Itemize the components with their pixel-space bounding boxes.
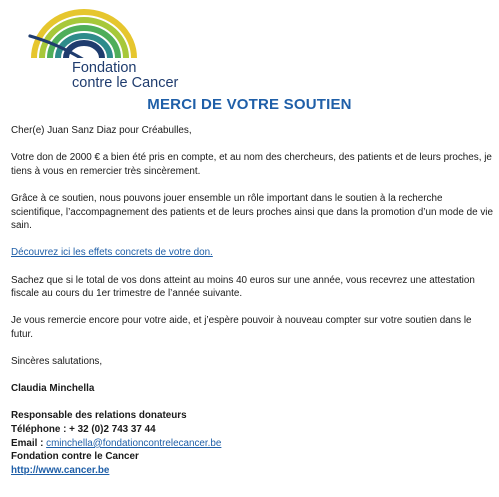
rainbow-arcs-icon — [28, 6, 138, 62]
phone-number: + 32 (0)2 743 37 44 — [69, 424, 156, 436]
discover-impact-link[interactable]: Découvrez ici les effets concrets de votre don. — [11, 247, 213, 259]
email-label: Email : — [11, 437, 47, 449]
signer-name: Claudia Minchella — [11, 383, 95, 395]
signature-block — [11, 409, 493, 477]
logo-wordmark — [72, 61, 178, 91]
paragraph-donation: Votre don de 2000 € a bien été pris en compte, et au nom des chercheurs, des patients et de leurs proches, je tiens à vous en remercier très sincèrement. — [11, 152, 492, 177]
website-link[interactable]: http://www.cancer.be — [11, 464, 110, 476]
organization-name: Fondation contre le Cancer — [11, 451, 139, 463]
paragraph-impact: Grâce à ce soutien, nous pouvons jouer ensemble un rôle important dans le soutien à la recherche scientifique, l’accompagnement des patients et de leurs proches ainsi que dans la promotion d’un mode de vie sain. — [11, 192, 493, 232]
phone-line — [11, 423, 493, 437]
closing: Sincères salutations, — [11, 356, 103, 368]
email-line — [11, 437, 493, 451]
paragraph-thanks: Je vous remercie encore pour votre aide, et j’espère pouvoir à nouveau compter sur votre soutien dans le futur. — [11, 315, 472, 340]
logo-line-2: contre le Cancer — [72, 75, 179, 91]
page-title: MERCI DE VOTRE SOUTIEN — [147, 96, 352, 113]
logo-line-1: Fondation — [72, 60, 137, 76]
greeting: Cher(e) Juan Sanz Diaz pour Créabulles, — [11, 125, 192, 136]
letter-body — [11, 124, 493, 477]
email-link[interactable]: cminchella@fondationcontrelecancer.be — [46, 437, 222, 449]
foundation-logo — [16, 6, 216, 91]
phone-label: Téléphone : — [11, 424, 70, 436]
signer-role: Responsable des relations donateurs — [11, 410, 187, 422]
paragraph-tax-certificate: Sachez que si le total de vos dons atteint au moins 40 euros sur une année, vous recevrez une attestation fiscale au cours du 1er trimestre de l’année suivante. — [11, 274, 475, 300]
